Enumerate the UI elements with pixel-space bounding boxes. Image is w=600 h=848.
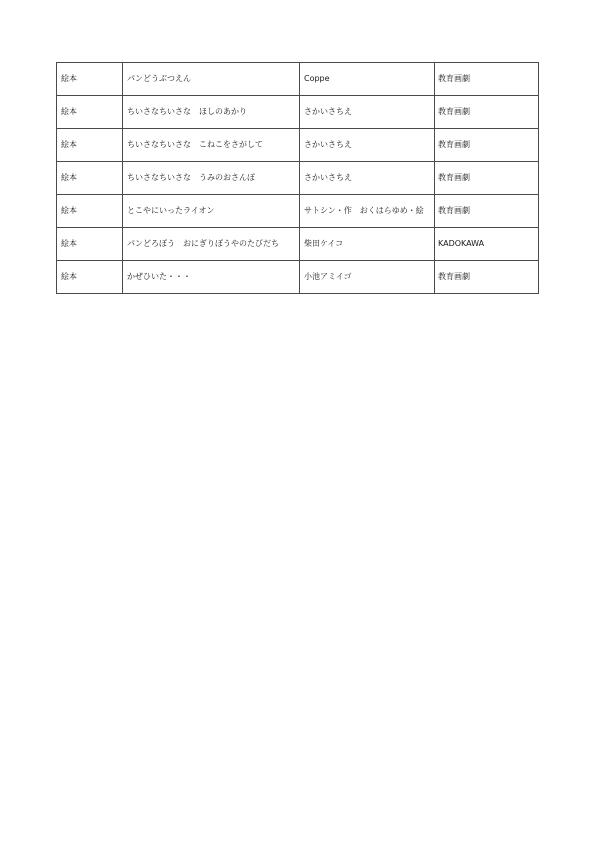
table-row xyxy=(57,129,539,162)
table-row xyxy=(57,162,539,195)
title-cell: ちいさなちいさな こねこをさがして xyxy=(123,129,300,162)
category-cell: 絵本 xyxy=(57,261,123,294)
title-cell: ちいさなちいさな うみのおさんぽ xyxy=(123,162,300,195)
category-cell: 絵本 xyxy=(57,129,123,162)
table-row xyxy=(57,261,539,294)
publisher-cell: 教育画劇 xyxy=(435,195,539,228)
title-cell: かぜひいた・・・ xyxy=(123,261,300,294)
category-cell: 絵本 xyxy=(57,96,123,129)
table-row xyxy=(57,195,539,228)
author-cell: さかいさちえ xyxy=(300,129,435,162)
publisher-cell: 教育画劇 xyxy=(435,129,539,162)
title-cell: パンどうぶつえん xyxy=(123,63,300,96)
title-cell: ちいさなちいさな ほしのあかり xyxy=(123,96,300,129)
title-cell: パンどろぼう おにぎりぼうやのたびだち xyxy=(123,228,300,261)
book-list-table xyxy=(56,62,539,294)
author-cell: Coppe xyxy=(300,63,435,96)
publisher-cell: 教育画劇 xyxy=(435,63,539,96)
author-cell: さかいさちえ xyxy=(300,96,435,129)
author-cell: さかいさちえ xyxy=(300,162,435,195)
author-cell: 小池アミイゴ xyxy=(300,261,435,294)
author-cell: 柴田ケイコ xyxy=(300,228,435,261)
table-row xyxy=(57,63,539,96)
publisher-cell: 教育画劇 xyxy=(435,96,539,129)
publisher-cell: KADOKAWA xyxy=(435,228,539,261)
category-cell: 絵本 xyxy=(57,63,123,96)
publisher-cell: 教育画劇 xyxy=(435,162,539,195)
category-cell: 絵本 xyxy=(57,162,123,195)
category-cell: 絵本 xyxy=(57,228,123,261)
table-row xyxy=(57,228,539,261)
title-cell: とこやにいったライオン xyxy=(123,195,300,228)
author-cell: サトシン・作 おくはらゆめ・絵 xyxy=(300,195,435,228)
category-cell: 絵本 xyxy=(57,195,123,228)
publisher-cell: 教育画劇 xyxy=(435,261,539,294)
table-row xyxy=(57,96,539,129)
